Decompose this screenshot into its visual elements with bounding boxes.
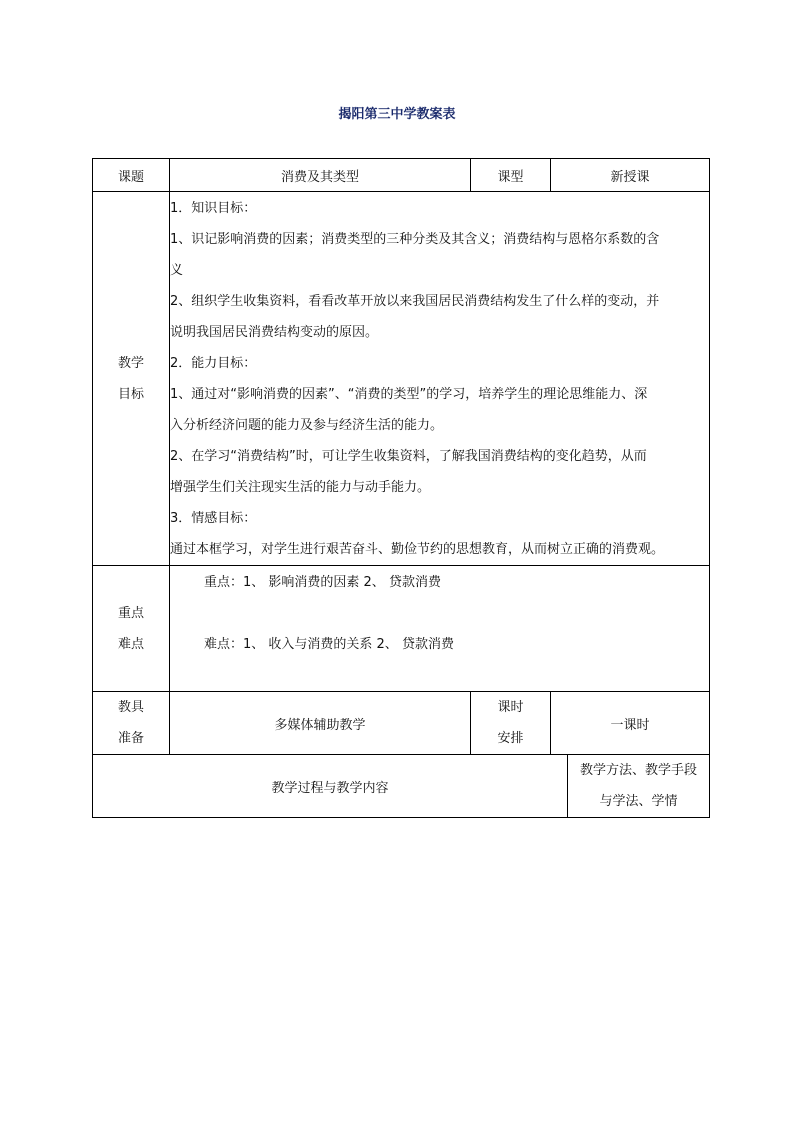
tools-label-line2: 准备: [117, 731, 144, 746]
process-row: [93, 755, 710, 818]
methods-label: [568, 755, 710, 818]
difficulty-label-line2: 难点: [117, 636, 144, 652]
goal-line: 2、在学习“消费结构”时，可让学生收集资料，了解我国消费结构的变化趋势，从而: [170, 448, 647, 464]
difficulty-content: [170, 566, 710, 692]
goals-label: [93, 192, 170, 566]
lesson-plan-table: [92, 158, 710, 818]
topic-label: 课题: [93, 159, 170, 192]
tools-value: 多媒体辅助教学: [170, 692, 471, 755]
lesson-type-value: 新授课: [551, 159, 710, 192]
difficulty-row: [93, 566, 710, 692]
goal-line: 说明我国居民消费结构变动的原因。: [170, 324, 379, 340]
goal-line: 通过本框学习，对学生进行艰苦奋斗、勤俭节约的思想教育，从而树立正确的消费观。: [170, 541, 665, 557]
hours-label-line1: 课时: [497, 700, 524, 715]
goals-label-line2: 目标: [117, 386, 144, 402]
lesson-type-label: 课型: [471, 159, 551, 192]
hours-label: [471, 692, 551, 755]
goal-line: 1、通过对“影响消费的因素”、“消费的类型”的学习，培养学生的理论思维能力、深: [170, 386, 648, 402]
goals-row: [93, 192, 710, 566]
key-points: 重点：1、 影响消费的因素 2、 贷款消费: [204, 575, 441, 590]
goal-line: 义: [170, 262, 184, 278]
tools-row: [93, 692, 710, 755]
document-title: 揭阳第三中学教案表: [338, 107, 456, 122]
hours-label-line2: 安排: [497, 731, 524, 746]
goal-line: 入分析经济问题的能力及参与经济生活的能力。: [170, 417, 444, 433]
methods-label-line1: 教学方法、教学手段: [580, 763, 698, 778]
tools-label: [93, 692, 170, 755]
goals-label-line1: 教学: [117, 355, 144, 371]
goals-content: [170, 192, 710, 566]
goal-line: 2．能力目标：: [170, 355, 257, 371]
tools-label-line1: 教具: [117, 700, 144, 715]
goal-line: 3．情感目标：: [170, 510, 257, 526]
goal-line: 1、识记影响消费的因素；消费类型的三种分类及其含义；消费结构与恩格尔系数的含: [170, 231, 660, 247]
goal-line: 2、组织学生收集资料，看看改革开放以来我国居民消费结构发生了什么样的变动，并: [170, 293, 660, 309]
goal-line: 增强学生们关注现实生活的能力与动手能力。: [170, 479, 431, 495]
goal-line: 1．知识目标：: [170, 200, 257, 216]
methods-label-line2: 与学法、学情: [599, 794, 678, 809]
hours-value: 一课时: [551, 692, 710, 755]
difficult-points: 难点：1、 收入与消费的关系 2、 贷款消费: [204, 637, 454, 652]
topic-value: 消费及其类型: [170, 159, 471, 192]
difficulty-label-line1: 重点: [117, 605, 144, 621]
process-label: 教学过程与教学内容: [93, 755, 568, 818]
topic-row: [93, 159, 710, 192]
difficulty-label: [93, 566, 170, 692]
